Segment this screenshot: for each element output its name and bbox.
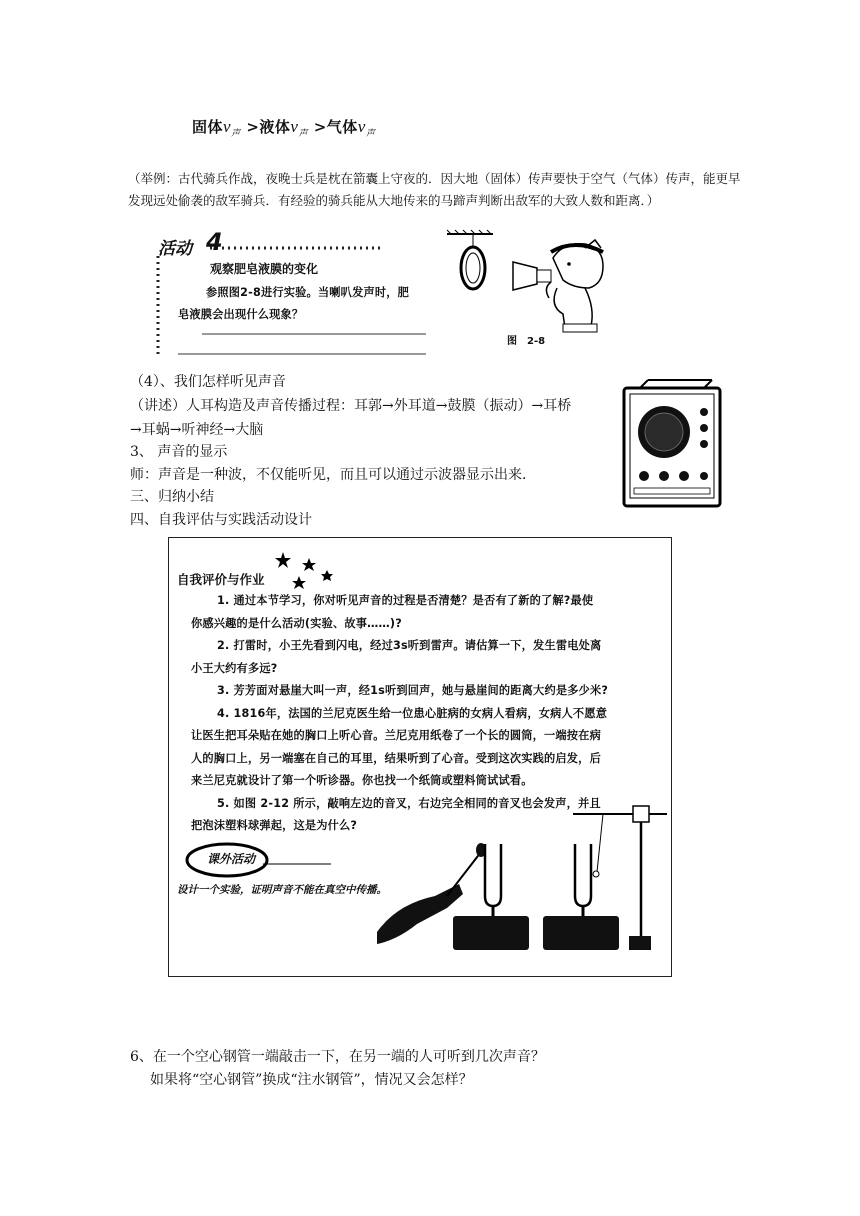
liquid-label: 液体 bbox=[259, 118, 291, 136]
question-6-line-2: 如果将“空心钢管”换成“注水钢管”，情况又会怎样？ bbox=[150, 1072, 473, 1088]
teacher-line: 师：声音是一种波，不仅能听见，而且可以通过示波器显示出来． bbox=[130, 467, 536, 483]
oscilloscope-illustration bbox=[620, 376, 724, 512]
activity-title: 观察肥皂液膜的变化 bbox=[210, 262, 319, 276]
gas-label: 气体 bbox=[326, 118, 358, 136]
activity-4-panel bbox=[150, 228, 440, 360]
figure-caption: 图 2-8 bbox=[507, 336, 546, 347]
extra-activity-label: 课外活动 bbox=[207, 852, 256, 866]
assessment-heading: 四、自我评估与实践活动设计 bbox=[130, 512, 312, 528]
summary-heading: 三、归纳小结 bbox=[130, 489, 214, 505]
hw-line-10: 5. 如图 2-12 所示，敲响左边的音叉，右边完全相同的音叉也会发声，并且 bbox=[217, 796, 601, 810]
self-assessment-box bbox=[168, 537, 672, 977]
section-4-heading: （4）、我们怎样听见声音 bbox=[130, 374, 286, 390]
hw-line-11: 把泡沫塑料球弹起，这是为什么? bbox=[191, 819, 358, 832]
example-paragraph: （举例：古代骑兵作战，夜晚士兵是枕在箭囊上守夜的．因大地（固体）传声要快于空气（气体）传声，能更早发现远处偷袭的敌军骑兵．有经验的骑兵能从大地传来的马蹄声判断出敌军的大致人数和距离．） bbox=[128, 171, 741, 208]
lecture-line-1: （讲述）人耳构造及声音传播过程：耳郭→外耳道→鼓膜（振动）→耳桥 bbox=[130, 398, 572, 414]
hw-line-1: 1. 通过本节学习，你对听见声音的过程是否清楚？是否有了新的了解?最使 bbox=[217, 594, 594, 607]
figure-2-8 bbox=[445, 228, 615, 353]
section-3-heading: 3、 声音的显示 bbox=[130, 444, 228, 460]
hw-line-9: 来兰尼克就设计了第一个听诊器。你也找一个纸筒或塑料筒试试看。 bbox=[191, 774, 533, 787]
hw-line-3: 2. 打雷时，小王先看到闪电，经过3s听到雷声。请估算一下，发生雷电处离 bbox=[217, 639, 602, 652]
hw-line-6: 4. 1816年，法国的兰尼克医生给一位患心脏病的女病人看病，女病人不愿意 bbox=[217, 706, 608, 720]
activity-label: 活动 bbox=[158, 239, 192, 259]
homework-title: 自我评价与作业 bbox=[177, 572, 265, 587]
tuning-fork-resonance-figure bbox=[377, 792, 667, 972]
oscilloscope-icon bbox=[620, 376, 724, 512]
extra-activity-text: 设计一个实验，证明声音不能在真空中传播。 bbox=[177, 884, 387, 896]
hw-line-5: 3. 芳芳面对悬崖大叫一声，经1s听到回声，她与悬崖间的距离大约是多少米? bbox=[217, 684, 609, 697]
speed-comparison-formula: 固体$v_声$ >液体$v_声$ >气体$v_声$ bbox=[192, 117, 376, 139]
extra-activity-swoosh-icon bbox=[183, 838, 333, 884]
star-decoration-icon bbox=[269, 550, 349, 594]
activity-number: 4 bbox=[206, 228, 223, 256]
hw-line-2: 你感兴趣的是什么活动(实验、故事……)? bbox=[191, 616, 402, 630]
activity-body-line1: 参照图2-8进行实验。当喇叭发声时，肥 bbox=[206, 286, 410, 299]
solid-label: 固体 bbox=[192, 118, 224, 136]
question-6-line-1: 6、在一个空心钢管一端敲击一下，在另一端的人可听到几次声音？ bbox=[130, 1049, 545, 1065]
hw-line-7: 让医生把耳朵贴在她的胸口上听心音。兰尼克用纸卷了一个长的圆筒，一端按在病 bbox=[191, 729, 601, 742]
activity-body-line2: 皂液膜会出现什么现象？ bbox=[178, 308, 304, 321]
hw-line-8: 人的胸口上，另一端塞在自己的耳里，结果听到了心音。受到这次实践的启发，后 bbox=[191, 751, 601, 765]
hw-line-4: 小王大约有多远? bbox=[191, 661, 278, 675]
lecture-line-2: →耳蜗→听神经→大脑 bbox=[130, 422, 264, 438]
